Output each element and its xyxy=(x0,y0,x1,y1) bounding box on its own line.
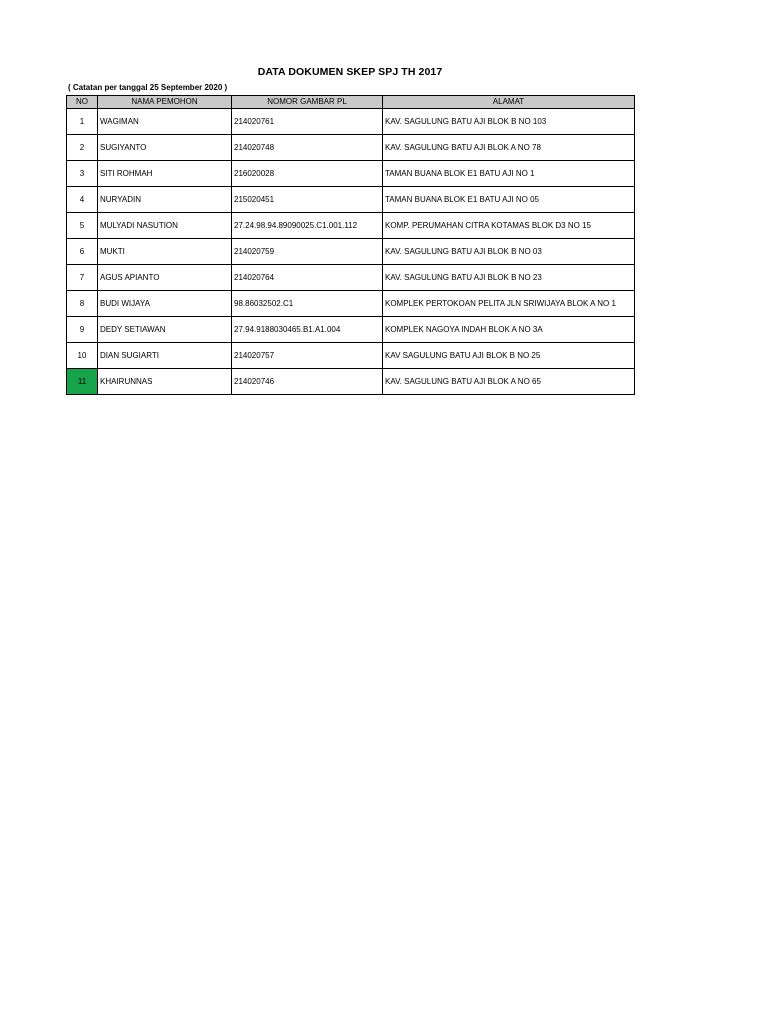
cell-name: DIAN SUGIARTI xyxy=(98,343,232,369)
header-nama-pemohon: NAMA PEMOHON xyxy=(98,96,232,109)
header-nomor-gambar-pl: NOMOR GAMBAR PL xyxy=(232,96,383,109)
cell-address: KAV. SAGULUNG BATU AJI BLOK A NO 65 xyxy=(383,369,635,395)
cell-name: KHAIRUNNAS xyxy=(98,369,232,395)
cell-number: 214020759 xyxy=(232,239,383,265)
cell-address: KOMPLEK PERTOKOAN PELITA JLN SRIWIJAYA BLOK A NO 1 xyxy=(383,291,635,317)
date-note: ( Catatan per tanggal 25 September 2020 ) xyxy=(68,83,228,92)
table-row xyxy=(67,161,635,187)
table-row xyxy=(67,317,635,343)
cell-address: KAV. SAGULUNG BATU AJI BLOK B NO 23 xyxy=(383,265,635,291)
cell-name: SITI ROHMAH xyxy=(98,161,232,187)
table-row xyxy=(67,135,635,161)
cell-address: KOMP. PERUMAHAN CITRA KOTAMAS BLOK D3 NO 15 xyxy=(383,213,635,239)
table-row xyxy=(67,213,635,239)
cell-number: 98.86032502.C1 xyxy=(232,291,383,317)
cell-address: KOMPLEK NAGOYA INDAH BLOK A NO 3A xyxy=(383,317,635,343)
table-row xyxy=(67,265,635,291)
cell-name: WAGIMAN xyxy=(98,109,232,135)
cell-name: AGUS APIANTO xyxy=(98,265,232,291)
cell-name: MUKTI xyxy=(98,239,232,265)
cell-address: TAMAN BUANA BLOK E1 BATU AJI NO 05 xyxy=(383,187,635,213)
table-row xyxy=(67,109,635,135)
cell-no-selected[interactable]: 11 xyxy=(67,369,98,395)
table-row xyxy=(67,239,635,265)
cell-address: KAV. SAGULUNG BATU AJI BLOK B NO 103 xyxy=(383,109,635,135)
cell-address: KAV. SAGULUNG BATU AJI BLOK B NO 03 xyxy=(383,239,635,265)
table-row xyxy=(67,291,635,317)
header-row xyxy=(67,96,635,109)
document-title: DATA DOKUMEN SKEP SPJ TH 2017 xyxy=(257,66,443,78)
table-row xyxy=(67,187,635,213)
cell-number: 216020028 xyxy=(232,161,383,187)
cell-no: 2 xyxy=(67,135,98,161)
cell-number: 214020761 xyxy=(232,109,383,135)
table-row xyxy=(67,343,635,369)
cell-number: 214020757 xyxy=(232,343,383,369)
cell-address: KAV SAGULUNG BATU AJI BLOK B NO 25 xyxy=(383,343,635,369)
cell-no: 9 xyxy=(67,317,98,343)
cell-no: 6 xyxy=(67,239,98,265)
cell-name: MULYADI NASUTION xyxy=(98,213,232,239)
cell-number: 214020764 xyxy=(232,265,383,291)
cell-no: 7 xyxy=(67,265,98,291)
table-row xyxy=(67,369,635,395)
cell-name: NURYADIN xyxy=(98,187,232,213)
cell-address: TAMAN BUANA BLOK E1 BATU AJI NO 1 xyxy=(383,161,635,187)
cell-no: 8 xyxy=(67,291,98,317)
cell-name: DEDY SETIAWAN xyxy=(98,317,232,343)
cell-address: KAV. SAGULUNG BATU AJI BLOK A NO 78 xyxy=(383,135,635,161)
cell-number: 27.94.9188030465.B1.A1.004 xyxy=(232,317,383,343)
cell-no: 1 xyxy=(67,109,98,135)
cell-name: BUDI WIJAYA xyxy=(98,291,232,317)
cell-no: 3 xyxy=(67,161,98,187)
cell-number: 214020748 xyxy=(232,135,383,161)
cell-no: 10 xyxy=(67,343,98,369)
cell-no: 4 xyxy=(67,187,98,213)
cell-number: 214020746 xyxy=(232,369,383,395)
cell-no: 5 xyxy=(67,213,98,239)
data-table xyxy=(66,95,635,395)
cell-number: 215020451 xyxy=(232,187,383,213)
cell-name: SUGIYANTO xyxy=(98,135,232,161)
cell-number: 27.24.98.94.89090025.C1.001.112 xyxy=(232,213,383,239)
header-no: NO xyxy=(67,96,98,109)
header-alamat: ALAMAT xyxy=(383,96,635,109)
